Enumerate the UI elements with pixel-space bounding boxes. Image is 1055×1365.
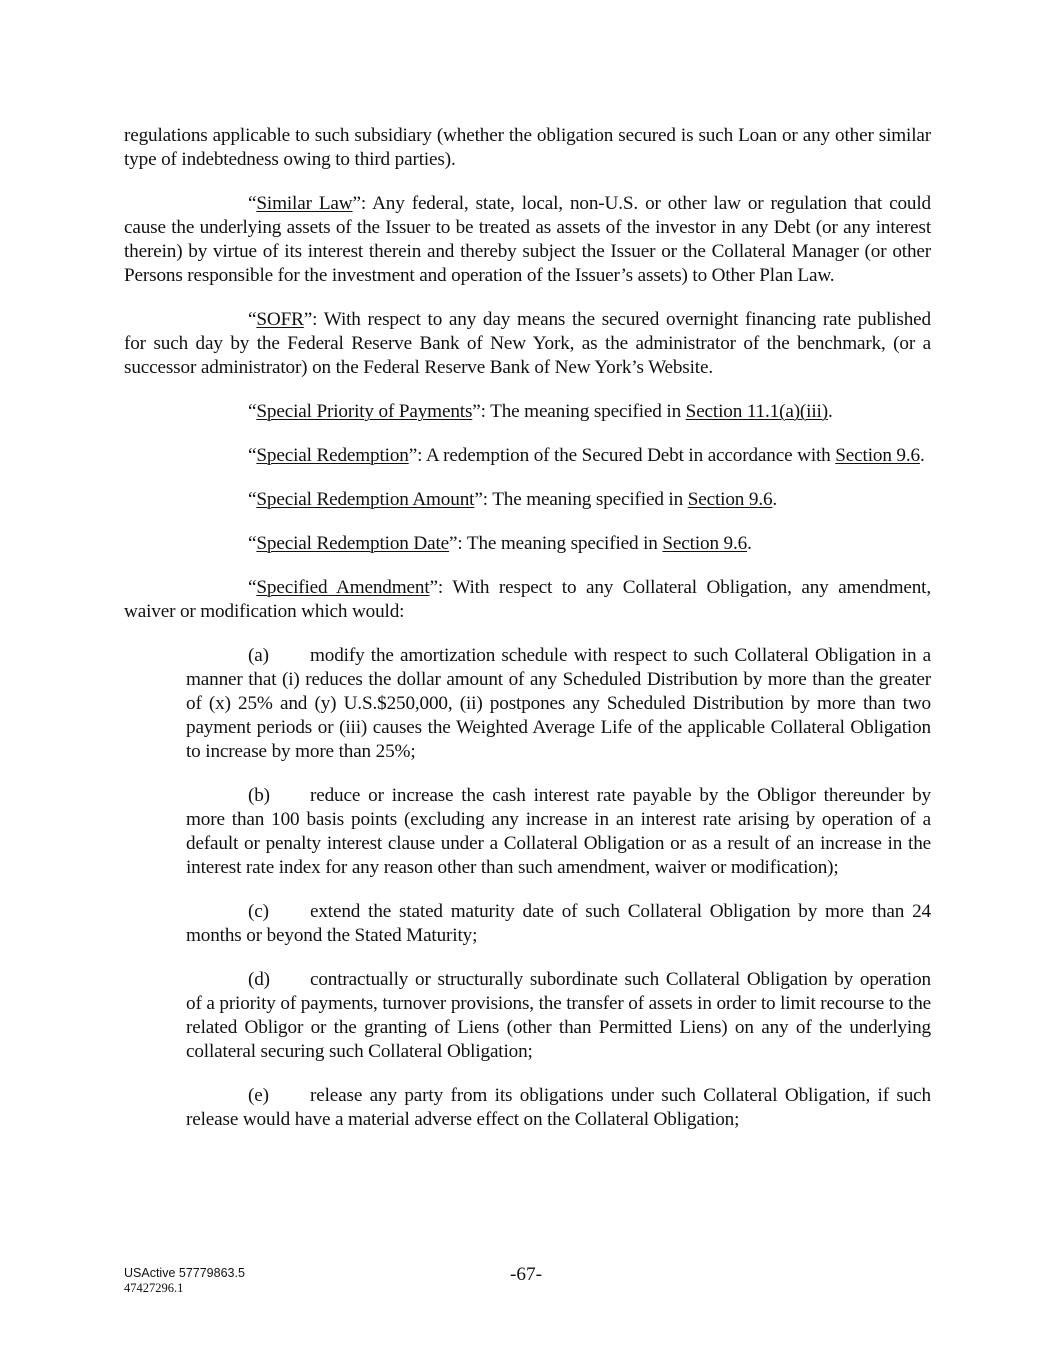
clause-label: (e)	[248, 1085, 269, 1106]
clause-label: (b)	[248, 785, 270, 806]
definition-body: The meaning specified in	[492, 489, 688, 510]
clause-label: (d)	[248, 969, 270, 990]
clause-b	[186, 784, 931, 880]
definition-body: Any federal, state, local, non-U.S. or other law or regulation that could cause the underlying assets of the Issuer to be treated as assets of the investor in any Debt (or any interest therein) by virtue of its interest therein and thereby subject the Issuer or the Collateral Manager (or other Persons responsible for the investment and operation of the Issuer’s assets) to Other Plan Law.	[124, 193, 931, 286]
defined-term: SOFR	[256, 309, 304, 330]
definition-similar-law: “Similar Law”: Any federal, state, local, non-U.S. or other law or regulation that could cause the underlying assets of the Issuer to be treated as assets of the investor in any Debt (or any interest therein) by virtue of its interest therein and thereby subject the Issuer or the Collateral Manager (or other Persons responsible for the investment and operation of the Issuer’s assets) to Other Plan Law.	[124, 193, 931, 286]
definition-body: With respect to any Collateral Obligation, any amendment, waiver or modification which would:	[124, 577, 931, 622]
definition-body: With respect to any day means the secured overnight financing rate published for such day by the Federal Reserve Bank of New York, as the administrator of the benchmark, (or a successor administrator) on the Federal Reserve Bank of New York’s Website.	[124, 309, 931, 378]
clause-label: (a)	[248, 645, 269, 666]
clause-text: release any party from its obligations under such Collateral Obligation, if such release would have a material adverse effect on the Collateral Obligation;	[186, 1085, 931, 1130]
definition-body: The meaning specified in	[466, 533, 663, 554]
definition-special-redemption-date: “Special Redemption Date”: The meaning specified in Section 9.6.	[248, 533, 752, 554]
definition-special-redemption-amount: “Special Redemption Amount”: The meaning specified in Section 9.6.	[248, 489, 778, 510]
defined-term: Similar Law	[256, 193, 353, 214]
page-footer	[124, 1266, 931, 1296]
clause-text: modify the amortization schedule with respect to such Collateral Obligation in a manner that (i) reduces the dollar amount of any Scheduled Distribution by more than the greater of (x) 25% and (y) U.S.$250,000, (ii) postpones any Scheduled Distribution by more than two payment periods or (iii) causes the Weighted Average Life of the applicable Collateral Obligation to increase by more than 25%;	[186, 645, 931, 762]
section-cross-reference: Section 9.6	[835, 445, 920, 466]
clause-d	[186, 968, 931, 1064]
definition-specified-amendment: “Specified Amendment”: With respect to any Collateral Obligation, any amendment, waiver or modification which would:	[124, 577, 931, 622]
page-number: -67-	[510, 1264, 542, 1285]
definition-sofr: “SOFR”: With respect to any day means the secured overnight financing rate published for such day by the Federal Reserve Bank of New York, as the administrator of the benchmark, (or a successor administrator) on the Federal Reserve Bank of New York’s Website.	[124, 309, 931, 378]
clause-text: contractually or structurally subordinate such Collateral Obligation by operation of a priority of payments, turnover provisions, the transfer of assets in order to limit recourse to the related Obligor or the granting of Liens (other than Permitted Liens) on any of the underlying collateral securing such Collateral Obligation;	[186, 969, 931, 1062]
defined-term: Special Redemption	[256, 445, 409, 466]
document-page	[124, 124, 931, 1152]
defined-term: Special Priority of Payments	[256, 401, 473, 422]
clause-c	[186, 900, 931, 948]
section-cross-reference: Section 9.6	[687, 489, 773, 510]
clause-text: reduce or increase the cash interest rate payable by the Obligor thereunder by more than 100 basis points (excluding any increase in an interest rate arising by operation of a default or penalty interest clause under a Collateral Obligation or as a result of an increase in the interest rate index for any reason other than such amendment, waiver or modification);	[186, 785, 931, 878]
clause-text: extend the stated maturity date of such Collateral Obligation by more than 24 months or beyond the Stated Maturity;	[186, 901, 931, 946]
definition-body: The meaning specified in	[490, 401, 686, 422]
defined-term: Specified Amendment	[256, 577, 430, 598]
footer-doc-id: 47427296.1	[124, 1281, 184, 1295]
section-cross-reference: Section 11.1(a)(iii)	[685, 401, 828, 422]
clause-a	[186, 644, 931, 764]
definition-body: A redemption of the Secured Debt in accordance with	[425, 445, 836, 466]
section-cross-reference: Section 9.6	[662, 533, 748, 554]
definition-special-redemption: “Special Redemption”: A redemption of the Secured Debt in accordance with Section 9.6.	[248, 445, 925, 466]
defined-term: Special Redemption Amount	[256, 489, 475, 510]
intro-continuation-paragraph: regulations applicable to such subsidiary (whether the obligation secured is such Loan or any other similar type of indebtedness owing to third parties).	[124, 125, 931, 170]
clause-label: (c)	[248, 901, 269, 922]
footer-doc-reference: USActive 57779863.5	[124, 1266, 245, 1280]
defined-term: Special Redemption Date	[256, 533, 450, 554]
definition-special-priority-of-payments: “Special Priority of Payments”: The meaning specified in Section 11.1(a)(iii).	[248, 401, 833, 422]
clause-e	[186, 1084, 931, 1132]
